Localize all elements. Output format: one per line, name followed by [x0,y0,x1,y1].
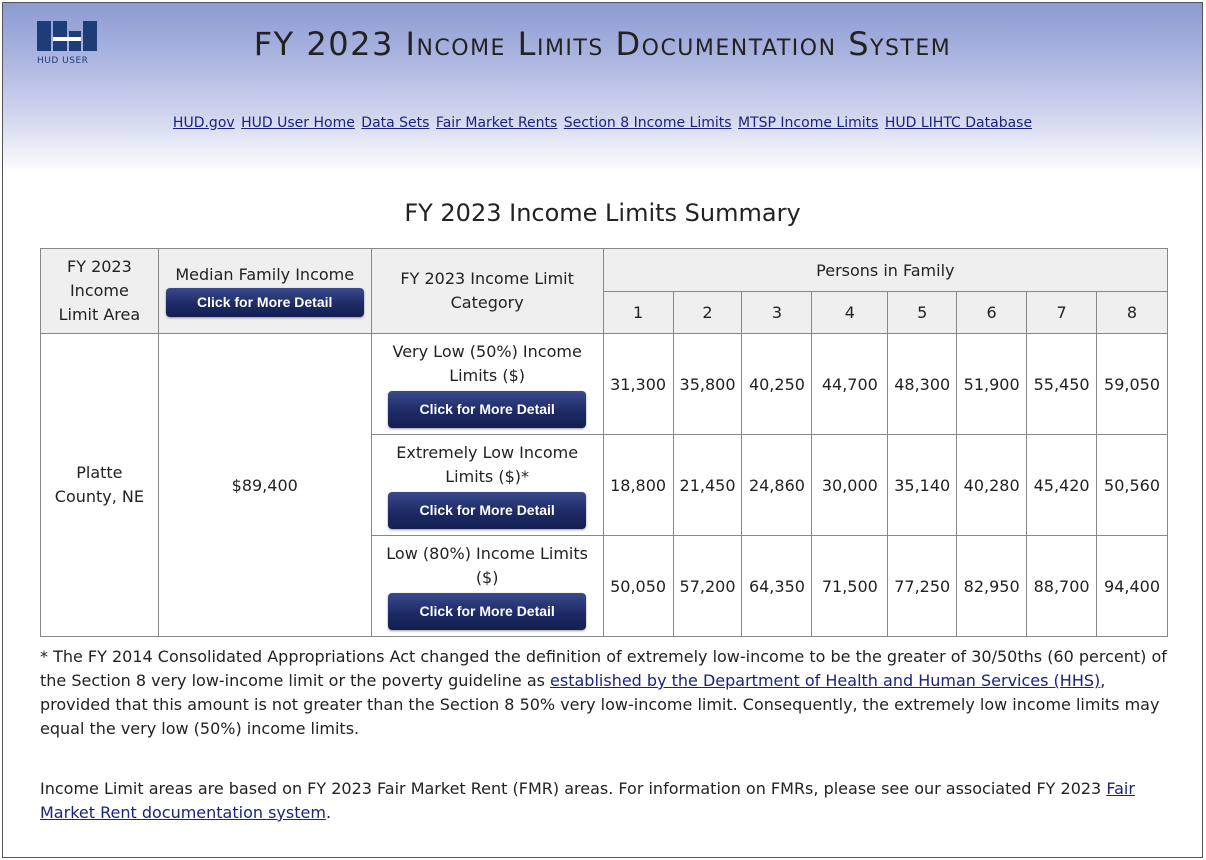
header-mfi-label: Median Family Income [175,265,355,284]
extremely-low-detail-button[interactable]: Click for More Detail [388,492,586,529]
persons-col-5: 5 [888,292,957,334]
mfi-detail-button[interactable]: Click for More Detail [166,288,364,317]
value-cell: 31,300 [603,334,673,435]
footnote-fmr-areas: Income Limit areas are based on FY 2023 Fair Market Rent (FMR) areas. For information on FMRs, please see our associated FY 2023 Fair Market Rent documentation system. [40,779,1135,822]
nav-link-data-sets[interactable]: Data Sets [361,115,430,131]
logo-text: HUD USER [37,56,89,66]
value-cell: 35,140 [888,435,957,536]
low-detail-button[interactable]: Click for More Detail [388,593,586,630]
page-frame [2,2,1203,858]
header-banner [3,3,1202,173]
nav-link-fair-market-rents[interactable]: Fair Market Rents [435,115,558,131]
value-cell: 24,860 [742,435,812,536]
header-mfi [158,249,371,334]
category-label: Extremely Low Income Limits ($)* [396,443,579,486]
persons-col-8: 8 [1097,292,1168,334]
value-cell: 21,450 [673,435,742,536]
value-cell: 94,400 [1097,536,1168,637]
nav-link-section-8-income-limits[interactable]: Section 8 Income Limits [563,115,732,131]
value-cell: 40,280 [957,435,1027,536]
value-cell: 50,560 [1097,435,1168,536]
value-cell: 71,500 [812,536,888,637]
mfi-cell: $89,400 [158,334,371,637]
value-cell: 40,250 [742,334,812,435]
value-cell: 82,950 [957,536,1027,637]
persons-col-7: 7 [1027,292,1097,334]
persons-col-4: 4 [812,292,888,334]
area-cell: Platte County, NE [41,334,159,637]
summary-title: FY 2023 Income Limits Summary [404,199,801,227]
category-label: Low (80%) Income Limits ($) [386,544,588,587]
category-cell [371,334,603,435]
value-cell: 50,050 [603,536,673,637]
very-low-detail-button[interactable]: Click for More Detail [388,391,586,428]
value-cell: 59,050 [1097,334,1168,435]
value-cell: 55,450 [1027,334,1097,435]
footnotes [40,645,1172,825]
value-cell: 45,420 [1027,435,1097,536]
nav-link-hud-user-home[interactable]: HUD User Home [241,115,355,131]
category-cell [371,435,603,536]
value-cell: 30,000 [812,435,888,536]
persons-col-1: 1 [603,292,673,334]
category-label: Very Low (50%) Income Limits ($) [392,342,582,385]
value-cell: 88,700 [1027,536,1097,637]
value-cell: 57,200 [673,536,742,637]
footnote-extremely-low: * The FY 2014 Consolidated Appropriations Act changed the definition of extremely low-income to be the greater of 30/50ths (60 percent) of the Section 8 very low-income limit or the poverty guideline as established by the Department of Health and Human Services (HHS), provided that this amount is not greater than the Section 8 50% very low-income limit. Consequently, the extremely low income limits may equal the very low (50%) income limits. [40,647,1167,738]
value-cell: 51,900 [957,334,1027,435]
nav-link-hud-gov[interactable]: HUD.gov [172,115,235,131]
value-cell: 77,250 [888,536,957,637]
site-title: FY 2023 Income Limits Documentation System [253,25,952,63]
nav-link-hud-lihtc-database[interactable]: HUD LIHTC Database [884,115,1033,131]
value-cell: 35,800 [673,334,742,435]
nav-link-mtsp-income-limits[interactable]: MTSP Income Limits [738,115,879,131]
value-cell: 44,700 [812,334,888,435]
hhs-poverty-guideline-link[interactable]: established by the Department of Health and Human Services (HHS) [550,671,1101,690]
header-category: FY 2023 Income Limit Category [371,249,603,334]
header-area: FY 2023 Income Limit Area [41,249,159,334]
header-persons: Persons in Family [603,249,1167,292]
value-cell: 64,350 [742,536,812,637]
persons-col-3: 3 [742,292,812,334]
persons-col-6: 6 [957,292,1027,334]
value-cell: 18,800 [603,435,673,536]
income-limits-table [40,248,1168,637]
category-cell [371,536,603,637]
top-nav [3,115,1202,131]
fmr-documentation-link[interactable]: Fair Market Rent documentation system [40,779,1135,822]
table-row [41,334,1168,435]
value-cell: 48,300 [888,334,957,435]
persons-col-2: 2 [673,292,742,334]
